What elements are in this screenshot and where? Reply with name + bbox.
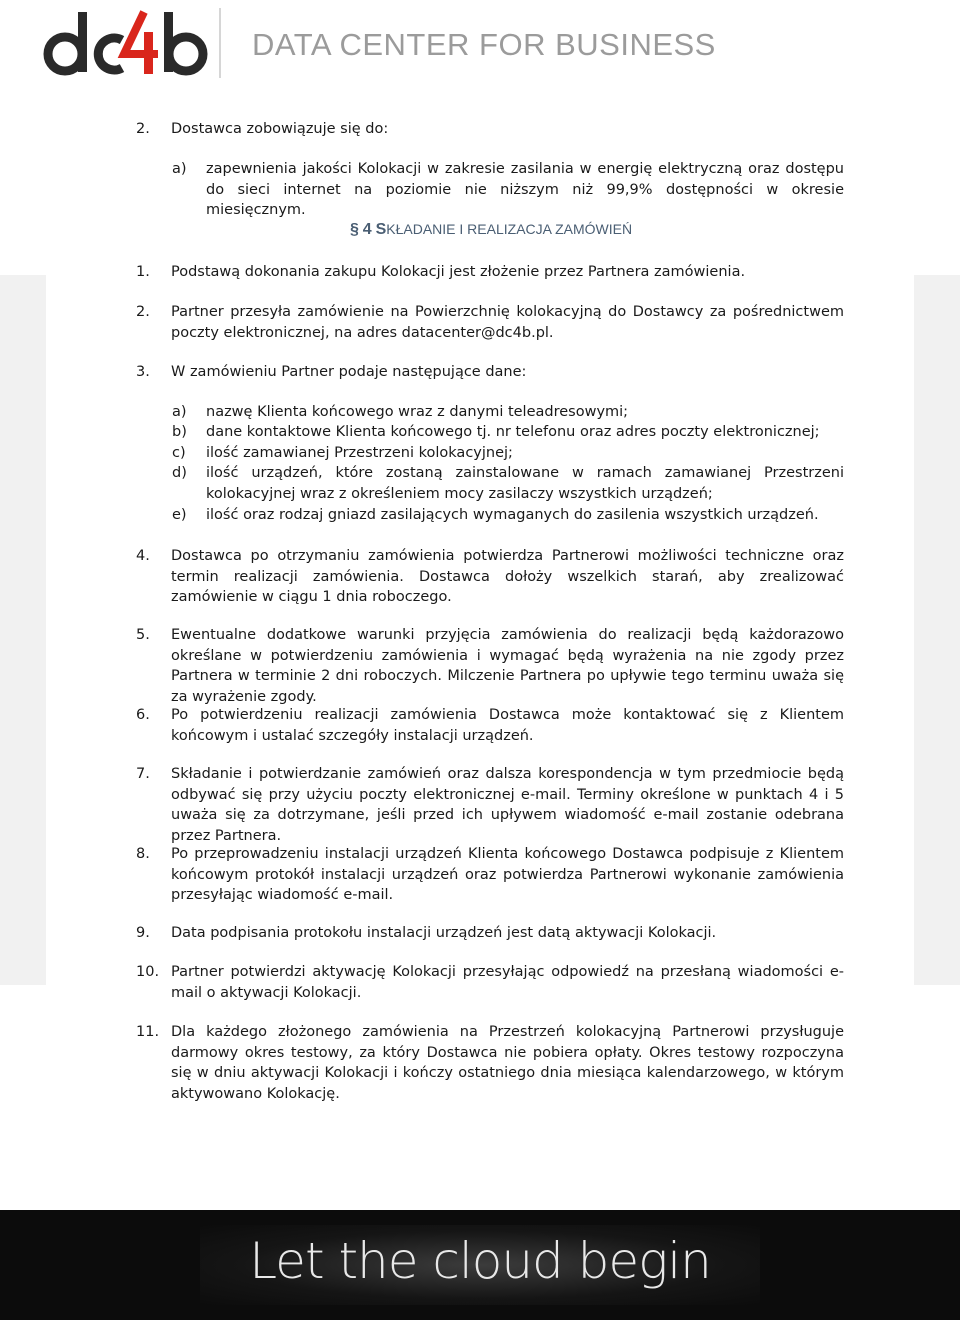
item-text: ilość zamawianej Przestrzeni kolokacyjnej; (206, 445, 513, 461)
item-text: nazwę Klienta końcowego wraz z danymi teleadresowymi; (206, 404, 629, 420)
page-header (0, 0, 960, 95)
section-title-initial: S (375, 221, 387, 238)
point-number: 3. (136, 364, 150, 380)
point-text: Dostawca po otrzymaniu zamówienia potwierdza Partnerowi możliwości techniczne oraz termin realizacji zamówienia. Dostawca dołoży wszelkich starań, aby zrealizować zamówienie w ciągu 1 dnia roboczego. (171, 548, 844, 605)
point-number: 10. (136, 964, 160, 980)
point-number: 9. (136, 925, 150, 941)
point-text: Po przeprowadzeniu instalacji urządzeń Klienta końcowego Dostawca podpisuje z Klientem końcowym protokół instalacji urządzeń oraz potwierdza Partnerowi wykonanie zamówienia przesyłając wiadomość e-mail. (171, 846, 844, 903)
point-text: Dostawca zobowiązuje się do: (171, 121, 389, 137)
point-text: Dla każdego złożonego zamówienia na Przestrzeń kolokacyjną Partnerowi przysługuje darmowy okres testowy, za który Dostawca nie pobiera opłaty. Okres testowy rozpoczyna się w dniu aktywacji Kolokacji i kończy ostatniego dnia miesiąca kalendarzowego, w którym aktywowano Kolokację. (171, 1024, 844, 1102)
left-margin-strip (0, 275, 46, 985)
point-number: 2. (136, 121, 150, 137)
item-letter: a) (172, 404, 187, 420)
item-letter: b) (172, 424, 187, 440)
header-divider (219, 8, 221, 78)
point-text: Partner potwierdzi aktywację Kolokacji przesyłając odpowiedź na przesłaną wiadomości e-mail o aktywacji Kolokacji. (171, 964, 844, 1001)
point-number: 2. (136, 304, 150, 320)
item-letter: a) (172, 161, 187, 177)
item-text: ilość urządzeń, które zostaną zainstalowane w ramach zamawianej Przestrzeni kolokacyjnej wraz z określeniem mocy zasilaczy wszystkich urządzeń; (206, 465, 844, 502)
item-text: ilość oraz rodzaj gniazd zasilających wymaganych do zasilenia wszystkich urządzeń. (206, 507, 819, 523)
point-number: 11. (136, 1024, 160, 1040)
point-number: 5. (136, 627, 150, 643)
point-number: 7. (136, 766, 150, 782)
item-letter: e) (172, 507, 187, 523)
point-text: Ewentualne dodatkowe warunki przyjęcia zamówienia do realizacji będą każdorazowo określane w potwierdzeniu zamówienia i wymagać będą wyrażenia na nie zgody przez Partnera w terminie 2 dni roboczych. Milczenie Partnera po upływie tego terminu uważa się za wyrażenie zgody. (171, 627, 844, 705)
item-letter: c) (172, 445, 186, 461)
section-symbol: § (350, 221, 359, 238)
section-title-rest: KŁADANIE I REALIZACJA ZAMÓWIEŃ (386, 221, 633, 237)
company-tagline: DATA CENTER FOR BUSINESS (252, 27, 716, 62)
section-heading (350, 221, 632, 239)
dc4b-logo (40, 6, 210, 88)
point-text: Partner przesyła zamówienie na Powierzchnię kolokacyjną do Dostawcy za pośrednictwem poczty elektronicznej, na adres datacenter@dc4b.pl. (171, 304, 844, 341)
point-text: Po potwierdzeniu realizacji zamówienia Dostawca może kontaktować się z Klientem końcowym i ustalać szczegóły instalacji urządzeń. (171, 707, 844, 744)
item-text: dane kontaktowe Klienta końcowego tj. nr telefonu oraz adres poczty elektronicznej; (206, 424, 820, 440)
point-number: 1. (136, 264, 150, 280)
page-footer (0, 1210, 960, 1320)
point-number: 8. (136, 846, 150, 862)
point-number: 4. (136, 548, 150, 564)
point-text: Podstawą dokonania zakupu Kolokacji jest złożenie przez Partnera zamówienia. (171, 264, 746, 280)
item-text: zapewnienia jakości Kolokacji w zakresie zasilania w energię elektryczną oraz dostępu do sieci internet na poziomie nie niższym niż 99,9% dostępności w okresie miesięcznym. (206, 161, 844, 218)
point-text: Data podpisania protokołu instalacji urządzeń jest datą aktywacji Kolokacji. (171, 925, 717, 941)
footer-slogan: Let the cloud begin (249, 1232, 711, 1290)
section-number: 4 (362, 221, 372, 238)
point-text: W zamówieniu Partner podaje następujące dane: (171, 364, 527, 380)
point-text: Składanie i potwierdzanie zamówień oraz dalsza korespondencja w tym przedmiocie będą odbywać się przy użyciu poczty elektronicznej e-mail. Terminy określone w punktach 4 i 5 uważa się za dotrzymane, jeśli przed ich upływem wiadomość e-mail zostanie odebrana przez Partnera. (171, 766, 844, 844)
point-number: 6. (136, 707, 150, 723)
right-margin-strip (914, 275, 960, 985)
item-letter: d) (172, 465, 187, 481)
